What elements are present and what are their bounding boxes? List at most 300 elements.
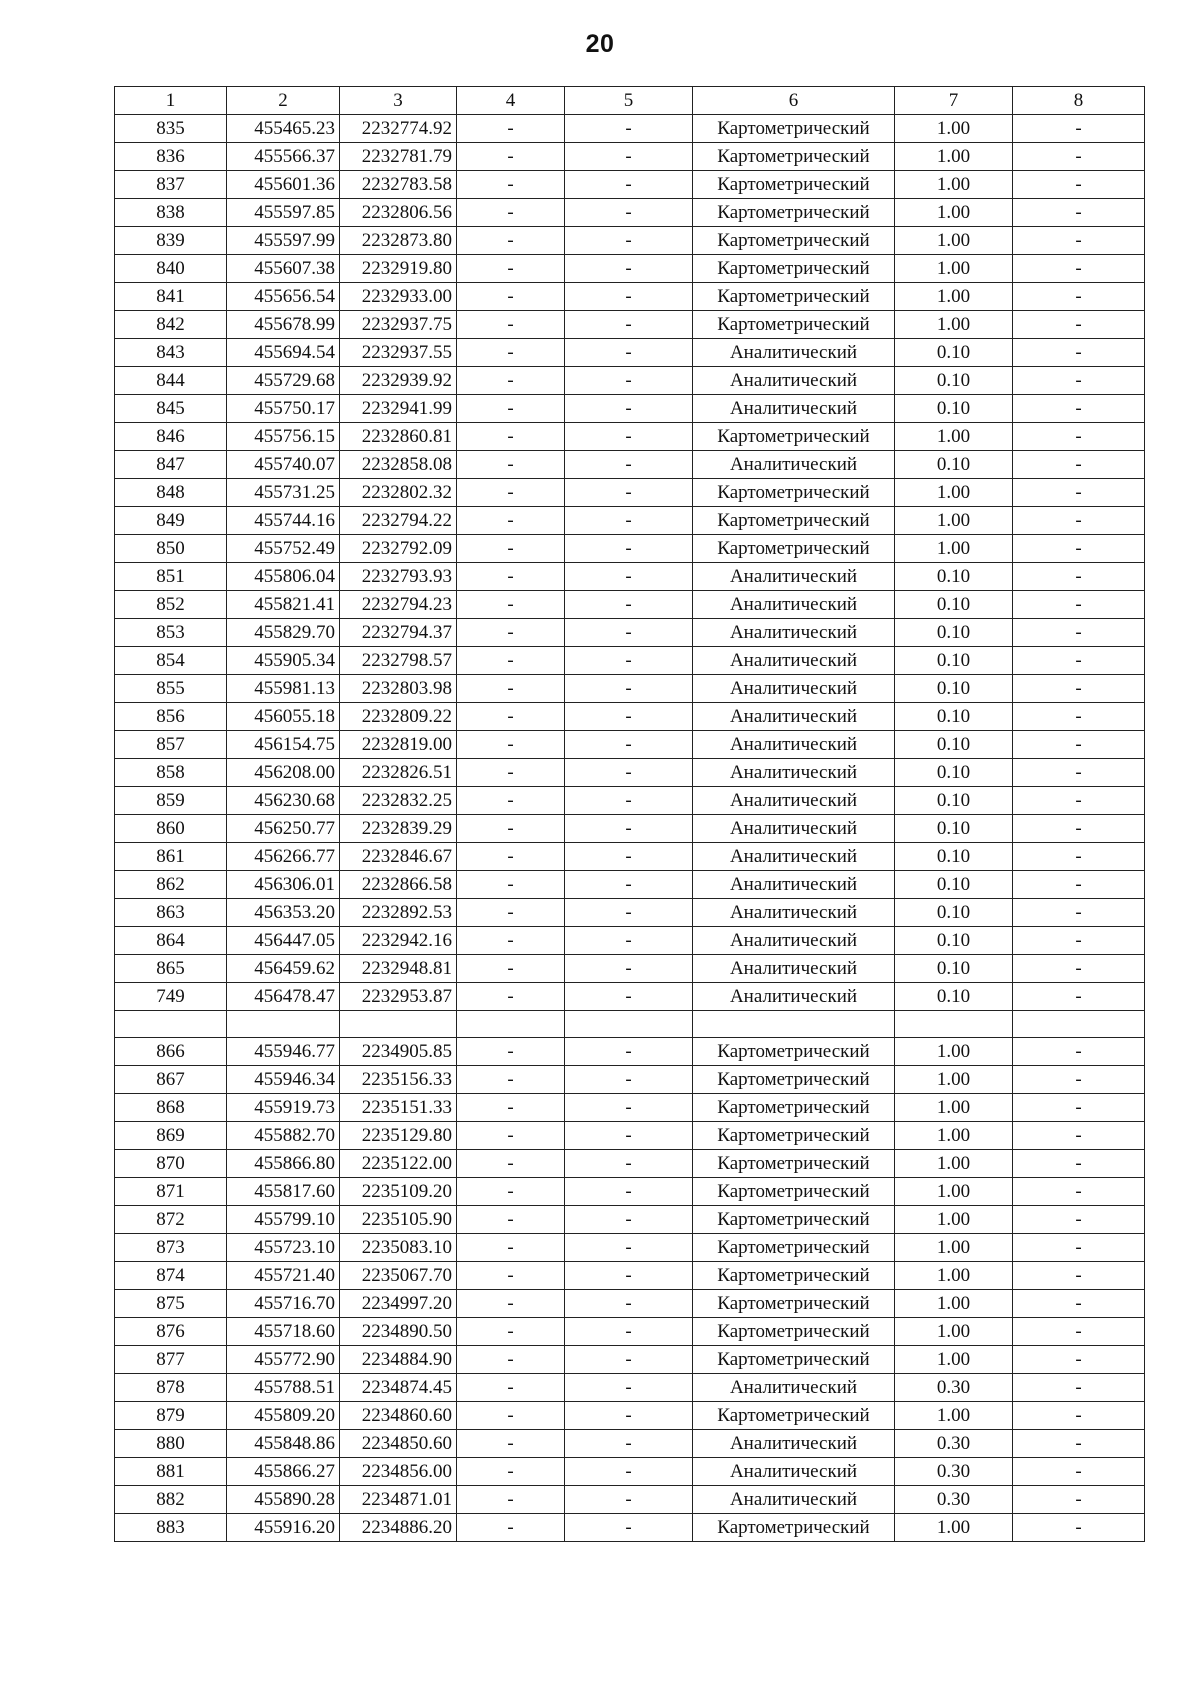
- point-number-cell: 877: [115, 1346, 227, 1374]
- y-coordinate-cell: 2235151.33: [340, 1094, 457, 1122]
- method-cell: [693, 1011, 895, 1038]
- precision-cell: 1.00: [895, 1318, 1013, 1346]
- y-coordinate-cell: 2232774.92: [340, 115, 457, 143]
- x-coordinate-cell: 455882.70: [227, 1122, 340, 1150]
- y-coordinate-cell: 2232942.16: [340, 927, 457, 955]
- method-cell: Аналитический: [693, 1374, 895, 1402]
- table-row: [115, 955, 1145, 983]
- point-number-cell: 871: [115, 1178, 227, 1206]
- point-number-cell: 868: [115, 1094, 227, 1122]
- y-coordinate-cell: 2234890.50: [340, 1318, 457, 1346]
- point-number-cell: 878: [115, 1374, 227, 1402]
- col-8-cell: -: [1013, 1430, 1145, 1458]
- col-8-cell: -: [1013, 955, 1145, 983]
- precision-cell: 0.10: [895, 395, 1013, 423]
- col-4-cell: -: [457, 591, 565, 619]
- precision-cell: 0.10: [895, 983, 1013, 1011]
- table-row: [115, 283, 1145, 311]
- point-number-cell: 859: [115, 787, 227, 815]
- col-8-cell: -: [1013, 451, 1145, 479]
- col-8-cell: -: [1013, 983, 1145, 1011]
- col-5-cell: -: [565, 619, 693, 647]
- col-5-cell: -: [565, 1066, 693, 1094]
- point-number-cell: 850: [115, 535, 227, 563]
- y-coordinate-cell: 2234860.60: [340, 1402, 457, 1430]
- col-5-cell: -: [565, 787, 693, 815]
- precision-cell: 0.10: [895, 647, 1013, 675]
- point-number-cell: 874: [115, 1262, 227, 1290]
- y-coordinate-cell: 2232806.56: [340, 199, 457, 227]
- point-number-cell: 883: [115, 1514, 227, 1542]
- col-5-cell: -: [565, 1458, 693, 1486]
- point-number-cell: 849: [115, 507, 227, 535]
- point-number-cell: 837: [115, 171, 227, 199]
- table-row: [115, 843, 1145, 871]
- y-coordinate-cell: 2235067.70: [340, 1262, 457, 1290]
- col-5-cell: -: [565, 591, 693, 619]
- col-4-cell: -: [457, 1038, 565, 1066]
- point-number-cell: 841: [115, 283, 227, 311]
- col-8-cell: -: [1013, 871, 1145, 899]
- precision-cell: 1.00: [895, 1262, 1013, 1290]
- col-4-cell: -: [457, 1178, 565, 1206]
- method-cell: Аналитический: [693, 619, 895, 647]
- precision-cell: 0.10: [895, 339, 1013, 367]
- col-8-cell: -: [1013, 647, 1145, 675]
- col-8-cell: -: [1013, 1514, 1145, 1542]
- precision-cell: 0.30: [895, 1486, 1013, 1514]
- y-coordinate-cell: 2232860.81: [340, 423, 457, 451]
- table-row: [115, 1402, 1145, 1430]
- y-coordinate-cell: 2235109.20: [340, 1178, 457, 1206]
- y-coordinate-cell: 2232839.29: [340, 815, 457, 843]
- y-coordinate-cell: 2232794.23: [340, 591, 457, 619]
- col-4-cell: -: [457, 871, 565, 899]
- precision-cell: 0.10: [895, 815, 1013, 843]
- y-coordinate-cell: 2232939.92: [340, 367, 457, 395]
- x-coordinate-cell: 455566.37: [227, 143, 340, 171]
- x-coordinate-cell: 455740.07: [227, 451, 340, 479]
- table-row: [115, 199, 1145, 227]
- method-cell: Картометрический: [693, 1346, 895, 1374]
- precision-cell: 1.00: [895, 1150, 1013, 1178]
- col-5-cell: -: [565, 423, 693, 451]
- col-8-cell: -: [1013, 171, 1145, 199]
- precision-cell: 0.10: [895, 759, 1013, 787]
- table-row: [115, 423, 1145, 451]
- col-4-cell: -: [457, 1094, 565, 1122]
- point-number-cell: 852: [115, 591, 227, 619]
- col-4-cell: -: [457, 731, 565, 759]
- point-number-cell: 882: [115, 1486, 227, 1514]
- y-coordinate-cell: 2232846.67: [340, 843, 457, 871]
- col-8-cell: -: [1013, 927, 1145, 955]
- precision-cell: 1.00: [895, 1402, 1013, 1430]
- method-cell: Картометрический: [693, 199, 895, 227]
- col-8-cell: -: [1013, 339, 1145, 367]
- method-cell: Картометрический: [693, 1206, 895, 1234]
- point-number-cell: 853: [115, 619, 227, 647]
- col-8-cell: -: [1013, 507, 1145, 535]
- method-cell: Аналитический: [693, 927, 895, 955]
- table-row: [115, 703, 1145, 731]
- col-5-cell: -: [565, 1206, 693, 1234]
- point-number-cell: 858: [115, 759, 227, 787]
- col-4-cell: -: [457, 983, 565, 1011]
- y-coordinate-cell: 2235122.00: [340, 1150, 457, 1178]
- precision-cell: 0.10: [895, 703, 1013, 731]
- x-coordinate-cell: 455848.86: [227, 1430, 340, 1458]
- col-8-cell: -: [1013, 1038, 1145, 1066]
- point-number-cell: 875: [115, 1290, 227, 1318]
- col-4-cell: -: [457, 507, 565, 535]
- col-4-cell: -: [457, 451, 565, 479]
- col-8-cell: -: [1013, 1178, 1145, 1206]
- col-4-cell: -: [457, 1150, 565, 1178]
- table-row: [115, 591, 1145, 619]
- x-coordinate-cell: 455946.34: [227, 1066, 340, 1094]
- col-5-cell: -: [565, 283, 693, 311]
- table-row: [115, 1066, 1145, 1094]
- point-number-cell: 879: [115, 1402, 227, 1430]
- col-8-cell: -: [1013, 1458, 1145, 1486]
- y-coordinate-cell: 2232826.51: [340, 759, 457, 787]
- x-coordinate-cell: 455905.34: [227, 647, 340, 675]
- col-5-cell: -: [565, 1402, 693, 1430]
- col-8-cell: -: [1013, 1374, 1145, 1402]
- y-coordinate-cell: 2232794.37: [340, 619, 457, 647]
- col-5-cell: -: [565, 1514, 693, 1542]
- method-cell: Аналитический: [693, 367, 895, 395]
- method-cell: Аналитический: [693, 675, 895, 703]
- x-coordinate-cell: 455890.28: [227, 1486, 340, 1514]
- table-row: [115, 1038, 1145, 1066]
- precision-cell: 0.10: [895, 843, 1013, 871]
- col-5-cell: -: [565, 507, 693, 535]
- table-row: [115, 1234, 1145, 1262]
- x-coordinate-cell: 455916.20: [227, 1514, 340, 1542]
- method-cell: Картометрический: [693, 171, 895, 199]
- method-cell: Аналитический: [693, 395, 895, 423]
- col-5-cell: -: [565, 1038, 693, 1066]
- x-coordinate-cell: 455817.60: [227, 1178, 340, 1206]
- table-body: [115, 87, 1145, 1542]
- y-coordinate-cell: 2232873.80: [340, 227, 457, 255]
- table-row: [115, 1122, 1145, 1150]
- y-coordinate-cell: 2232792.09: [340, 535, 457, 563]
- col-4-cell: -: [457, 479, 565, 507]
- col-5-cell: -: [565, 171, 693, 199]
- point-number-cell: 840: [115, 255, 227, 283]
- point-number-cell: 847: [115, 451, 227, 479]
- point-number-cell: 842: [115, 311, 227, 339]
- point-number-cell: 836: [115, 143, 227, 171]
- table-row: [115, 1486, 1145, 1514]
- x-coordinate-cell: 456250.77: [227, 815, 340, 843]
- point-number-cell: 857: [115, 731, 227, 759]
- y-coordinate-cell: 2234856.00: [340, 1458, 457, 1486]
- y-coordinate-cell: 2232798.57: [340, 647, 457, 675]
- x-coordinate-cell: 456055.18: [227, 703, 340, 731]
- point-number-cell: 876: [115, 1318, 227, 1346]
- table-row: [115, 227, 1145, 255]
- method-cell: Картометрический: [693, 1066, 895, 1094]
- col-5-cell: -: [565, 1430, 693, 1458]
- x-coordinate-cell: 455756.15: [227, 423, 340, 451]
- col-4-cell: -: [457, 1066, 565, 1094]
- table-row: [115, 1346, 1145, 1374]
- x-coordinate-cell: 455716.70: [227, 1290, 340, 1318]
- col-8-cell: -: [1013, 283, 1145, 311]
- method-cell: Аналитический: [693, 339, 895, 367]
- col-8-cell: [1013, 1011, 1145, 1038]
- col-5-cell: -: [565, 367, 693, 395]
- col-8-cell: -: [1013, 423, 1145, 451]
- col-4-cell: -: [457, 283, 565, 311]
- col-5-cell: -: [565, 703, 693, 731]
- x-coordinate-cell: 455465.23: [227, 115, 340, 143]
- y-coordinate-cell: 2235083.10: [340, 1234, 457, 1262]
- col-4-cell: -: [457, 647, 565, 675]
- col-5-cell: -: [565, 395, 693, 423]
- x-coordinate-cell: 455721.40: [227, 1262, 340, 1290]
- point-number-cell: 860: [115, 815, 227, 843]
- col-5-cell: -: [565, 1094, 693, 1122]
- precision-cell: 0.10: [895, 591, 1013, 619]
- col-4-cell: -: [457, 423, 565, 451]
- col-4-cell: -: [457, 563, 565, 591]
- col-5-cell: -: [565, 983, 693, 1011]
- precision-cell: 1.00: [895, 1038, 1013, 1066]
- precision-cell: 1.00: [895, 423, 1013, 451]
- x-coordinate-cell: 455809.20: [227, 1402, 340, 1430]
- point-number-cell: 854: [115, 647, 227, 675]
- y-coordinate-cell: 2232781.79: [340, 143, 457, 171]
- col-8-cell: -: [1013, 563, 1145, 591]
- y-coordinate-cell: 2232948.81: [340, 955, 457, 983]
- x-coordinate-cell: 456447.05: [227, 927, 340, 955]
- col-8-cell: -: [1013, 787, 1145, 815]
- col-8-cell: -: [1013, 311, 1145, 339]
- x-coordinate-cell: 456208.00: [227, 759, 340, 787]
- col-8-cell: -: [1013, 535, 1145, 563]
- col-5-cell: -: [565, 1290, 693, 1318]
- col-4-cell: -: [457, 1514, 565, 1542]
- col-4-cell: -: [457, 759, 565, 787]
- x-coordinate-cell: 455731.25: [227, 479, 340, 507]
- point-number-cell: 861: [115, 843, 227, 871]
- method-cell: Картометрический: [693, 479, 895, 507]
- col-4-cell: -: [457, 1402, 565, 1430]
- col-8-cell: -: [1013, 1122, 1145, 1150]
- x-coordinate-cell: 456230.68: [227, 787, 340, 815]
- point-number-cell: 843: [115, 339, 227, 367]
- col-4-cell: -: [457, 843, 565, 871]
- point-number-cell: 867: [115, 1066, 227, 1094]
- col-8-cell: -: [1013, 1150, 1145, 1178]
- x-coordinate-cell: 455750.17: [227, 395, 340, 423]
- col-5-cell: -: [565, 563, 693, 591]
- precision-cell: 0.10: [895, 899, 1013, 927]
- col-5-cell: -: [565, 311, 693, 339]
- x-coordinate-cell: 455829.70: [227, 619, 340, 647]
- col-4-cell: -: [457, 535, 565, 563]
- col-4-cell: -: [457, 1290, 565, 1318]
- method-cell: Картометрический: [693, 143, 895, 171]
- x-coordinate-cell: 456306.01: [227, 871, 340, 899]
- table-row: [115, 143, 1145, 171]
- col-4-cell: -: [457, 1458, 565, 1486]
- precision-cell: 1.00: [895, 311, 1013, 339]
- table-header-row: [115, 87, 1145, 115]
- table-row: [115, 507, 1145, 535]
- col-4-cell: -: [457, 255, 565, 283]
- col-4-cell: -: [457, 143, 565, 171]
- col-8-cell: -: [1013, 1206, 1145, 1234]
- y-coordinate-cell: 2232953.87: [340, 983, 457, 1011]
- method-cell: Картометрический: [693, 1262, 895, 1290]
- point-number-cell: 862: [115, 871, 227, 899]
- y-coordinate-cell: 2234874.45: [340, 1374, 457, 1402]
- table-row: [115, 563, 1145, 591]
- page-number: 20: [585, 30, 615, 58]
- y-coordinate-cell: 2232892.53: [340, 899, 457, 927]
- precision-cell: 1.00: [895, 1234, 1013, 1262]
- precision-cell: 0.10: [895, 367, 1013, 395]
- table-row: [115, 535, 1145, 563]
- table-row: [115, 1374, 1145, 1402]
- col-8-cell: -: [1013, 1290, 1145, 1318]
- col-4-cell: -: [457, 927, 565, 955]
- y-coordinate-cell: 2232794.22: [340, 507, 457, 535]
- x-coordinate-cell: 455981.13: [227, 675, 340, 703]
- point-number-cell: 851: [115, 563, 227, 591]
- header-cell-1: 1: [115, 87, 227, 115]
- method-cell: Картометрический: [693, 423, 895, 451]
- y-coordinate-cell: 2232919.80: [340, 255, 457, 283]
- col-8-cell: -: [1013, 899, 1145, 927]
- point-number-cell: 873: [115, 1234, 227, 1262]
- header-cell-7: 7: [895, 87, 1013, 115]
- precision-cell: 0.10: [895, 731, 1013, 759]
- precision-cell: 1.00: [895, 255, 1013, 283]
- table-row: [115, 731, 1145, 759]
- table-row: [115, 1318, 1145, 1346]
- table-row: [115, 899, 1145, 927]
- col-8-cell: -: [1013, 1318, 1145, 1346]
- method-cell: Аналитический: [693, 703, 895, 731]
- table-row: [115, 871, 1145, 899]
- y-coordinate-cell: 2234871.01: [340, 1486, 457, 1514]
- table-row: [115, 171, 1145, 199]
- precision-cell: 1.00: [895, 199, 1013, 227]
- precision-cell: 1.00: [895, 1066, 1013, 1094]
- col-4-cell: -: [457, 955, 565, 983]
- table-row: [115, 255, 1145, 283]
- col-5-cell: -: [565, 1486, 693, 1514]
- precision-cell: 0.10: [895, 927, 1013, 955]
- col-5-cell: [565, 1011, 693, 1038]
- col-4-cell: -: [457, 395, 565, 423]
- col-8-cell: -: [1013, 479, 1145, 507]
- method-cell: Картометрический: [693, 1150, 895, 1178]
- table-row: [115, 927, 1145, 955]
- method-cell: Картометрический: [693, 115, 895, 143]
- precision-cell: 1.00: [895, 115, 1013, 143]
- table-row: [115, 619, 1145, 647]
- table-row: [115, 983, 1145, 1011]
- precision-cell: 0.10: [895, 871, 1013, 899]
- method-cell: Картометрический: [693, 1178, 895, 1206]
- method-cell: Картометрический: [693, 227, 895, 255]
- table-row: [115, 1430, 1145, 1458]
- method-cell: Аналитический: [693, 815, 895, 843]
- x-coordinate-cell: 455866.27: [227, 1458, 340, 1486]
- col-4-cell: -: [457, 171, 565, 199]
- precision-cell: 1.00: [895, 479, 1013, 507]
- col-8-cell: -: [1013, 255, 1145, 283]
- col-4-cell: -: [457, 815, 565, 843]
- x-coordinate-cell: 455656.54: [227, 283, 340, 311]
- precision-cell: 1.00: [895, 227, 1013, 255]
- col-5-cell: -: [565, 1318, 693, 1346]
- x-coordinate-cell: 455821.41: [227, 591, 340, 619]
- method-cell: Аналитический: [693, 843, 895, 871]
- col-8-cell: -: [1013, 143, 1145, 171]
- method-cell: Картометрический: [693, 1402, 895, 1430]
- col-8-cell: -: [1013, 1402, 1145, 1430]
- x-coordinate-cell: 455729.68: [227, 367, 340, 395]
- precision-cell: 0.10: [895, 451, 1013, 479]
- table-row: [115, 1262, 1145, 1290]
- col-8-cell: -: [1013, 843, 1145, 871]
- col-8-cell: -: [1013, 703, 1145, 731]
- method-cell: Картометрический: [693, 1318, 895, 1346]
- col-8-cell: -: [1013, 1262, 1145, 1290]
- col-5-cell: -: [565, 955, 693, 983]
- precision-cell: 1.00: [895, 283, 1013, 311]
- method-cell: Аналитический: [693, 955, 895, 983]
- method-cell: Картометрический: [693, 1514, 895, 1542]
- col-8-cell: -: [1013, 619, 1145, 647]
- table-row: [115, 1458, 1145, 1486]
- table-row: [115, 815, 1145, 843]
- col-5-cell: -: [565, 255, 693, 283]
- x-coordinate-cell: 455744.16: [227, 507, 340, 535]
- point-number-cell: 880: [115, 1430, 227, 1458]
- y-coordinate-cell: 2232803.98: [340, 675, 457, 703]
- col-5-cell: -: [565, 871, 693, 899]
- method-cell: Картометрический: [693, 1038, 895, 1066]
- col-4-cell: -: [457, 339, 565, 367]
- col-5-cell: -: [565, 227, 693, 255]
- method-cell: Картометрический: [693, 311, 895, 339]
- method-cell: Аналитический: [693, 591, 895, 619]
- col-5-cell: -: [565, 451, 693, 479]
- col-4-cell: -: [457, 367, 565, 395]
- table-row: [115, 479, 1145, 507]
- y-coordinate-cell: 2232941.99: [340, 395, 457, 423]
- col-5-cell: -: [565, 647, 693, 675]
- col-4-cell: -: [457, 1430, 565, 1458]
- method-cell: Аналитический: [693, 899, 895, 927]
- col-8-cell: -: [1013, 227, 1145, 255]
- point-number-cell: 749: [115, 983, 227, 1011]
- col-5-cell: -: [565, 143, 693, 171]
- col-5-cell: -: [565, 759, 693, 787]
- y-coordinate-cell: 2232933.00: [340, 283, 457, 311]
- table-row: [115, 311, 1145, 339]
